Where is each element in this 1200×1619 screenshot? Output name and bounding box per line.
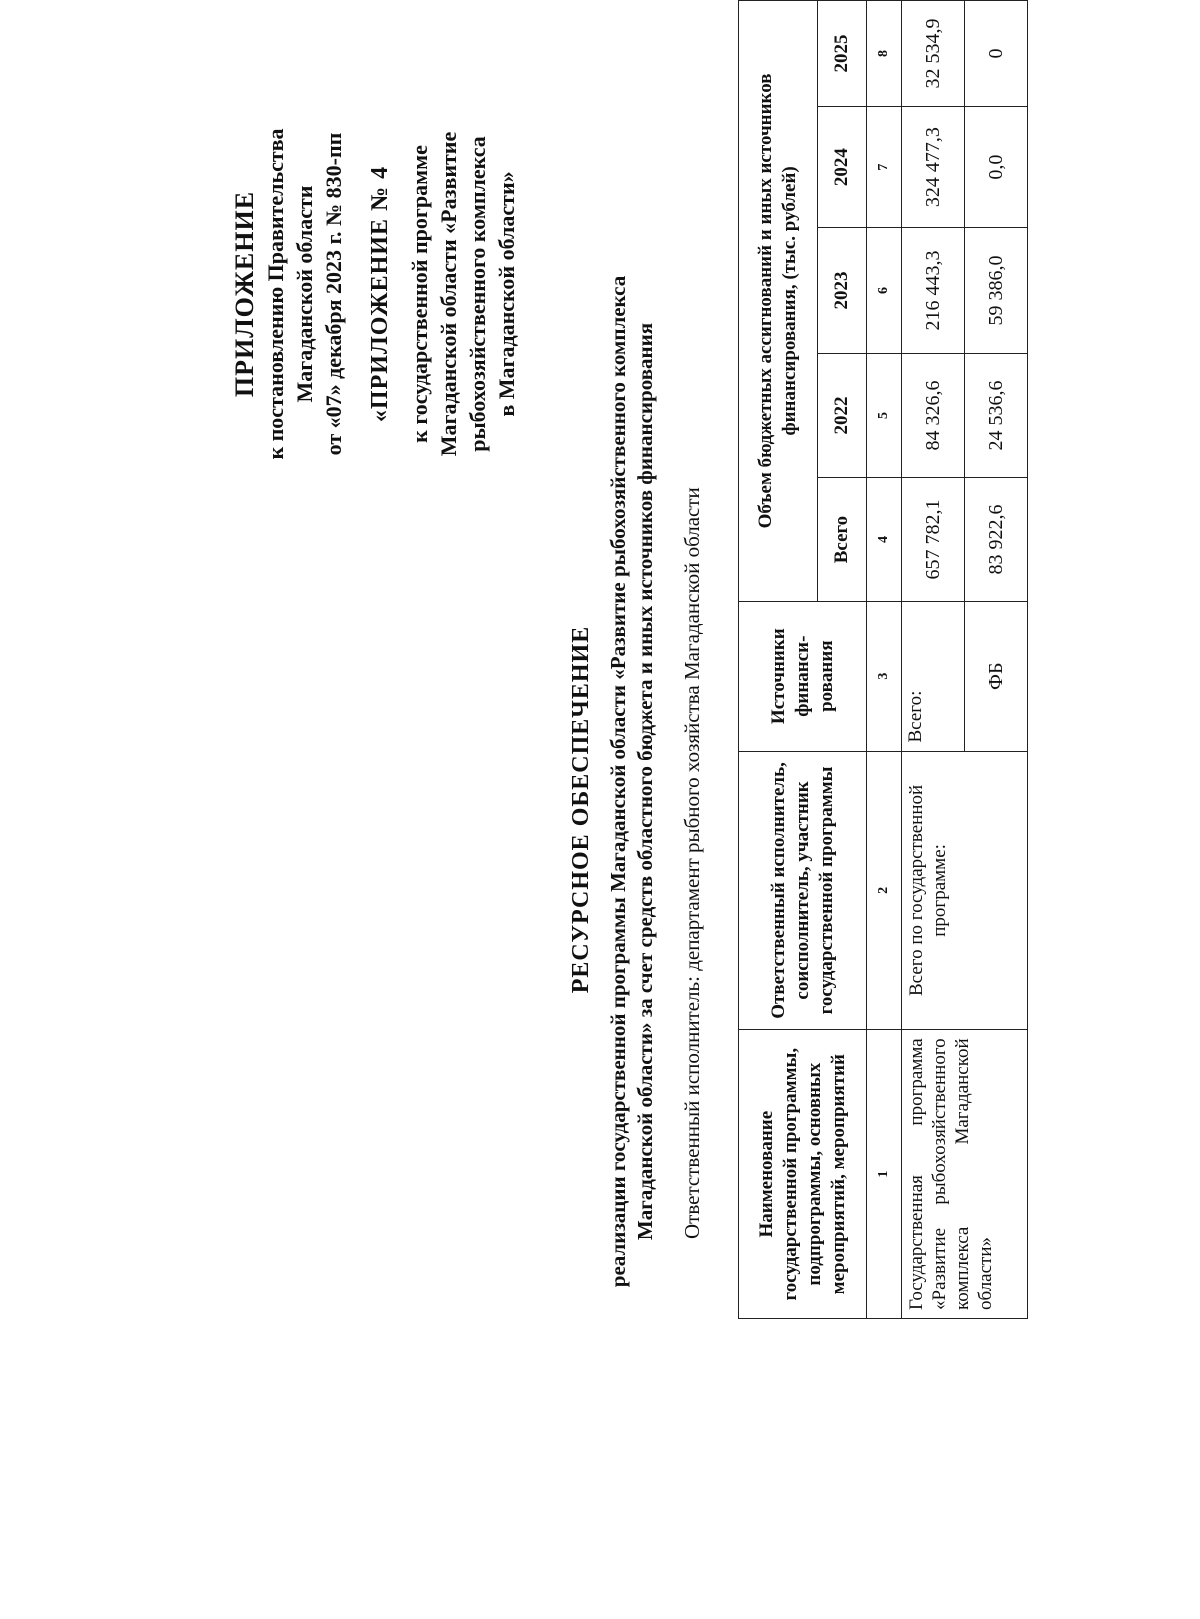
value-2025: 32 534,9 [902, 1, 965, 107]
header-year-2023: 2023 [818, 228, 867, 353]
appendix-line: Магаданской области [292, 185, 317, 403]
table-row [902, 1, 965, 1319]
header-responsible: Ответственный исполнитель, соисполнитель, участник государственной программы [739, 751, 867, 1030]
subtitle-line: реализации государственной программы Магаданской области «Развитие рыбохозяйственного комплекса [606, 275, 630, 1288]
header-volume: Объем бюджетных ассигнований и иных источников финансирования, (тыс. рублей) [739, 1, 818, 602]
annex-line: в Магаданской области» [494, 171, 519, 417]
value-2025: 0 [965, 1, 1028, 107]
header-year-2024: 2024 [818, 106, 867, 227]
program-name: Государственная программа «Развитие рыбохозяйственного комплекса Магаданской области» [902, 1030, 1028, 1319]
column-number: 2 [867, 751, 902, 1030]
source-cell: Всего: [902, 601, 965, 751]
appendix-block [230, 14, 521, 574]
column-number: 7 [867, 106, 902, 227]
document-subtitle [605, 184, 659, 1379]
header-year-2025: 2025 [818, 1, 867, 107]
value-2023: 59 386,0 [965, 228, 1028, 353]
appendix-date-line: от «07» декабря 2023 г. № 830-пп [321, 132, 346, 456]
program-responsible: Всего по государственной программе: [902, 751, 1028, 1030]
annex-line: к государственной программе [407, 145, 432, 443]
value-2024: 0,0 [965, 106, 1028, 227]
value-2022: 24 536,6 [965, 353, 1028, 478]
column-number: 8 [867, 1, 902, 107]
annex-line: Магаданской области «Развитие [436, 131, 461, 457]
source-cell: ФБ [965, 601, 1028, 751]
column-number: 4 [867, 478, 902, 602]
annex-line: рыбохозяйственного комплекса [465, 136, 490, 452]
annex-heading: «ПРИЛОЖЕНИЕ № 4 [367, 165, 393, 423]
header-total: Всего [818, 478, 867, 602]
column-number: 6 [867, 228, 902, 353]
header-year-2022: 2022 [818, 353, 867, 478]
appendix-heading: ПРИЛОЖЕНИЕ [230, 190, 259, 398]
value-total: 83 922,6 [965, 478, 1028, 602]
financing-table [738, 0, 1028, 1319]
column-number: 5 [867, 353, 902, 478]
column-number: 3 [867, 601, 902, 751]
document-title: РЕСУРСНОЕ ОБЕСПЕЧЕНИЕ [568, 625, 594, 994]
value-2023: 216 443,3 [902, 228, 965, 353]
value-2024: 324 477,3 [902, 106, 965, 227]
header-sources: Источники финанси-рования [739, 601, 867, 751]
value-total: 657 782,1 [902, 478, 965, 602]
subtitle-line: Магаданской области» за счет средств областного бюджета и иных источников финансирования [633, 322, 657, 1241]
value-2022: 84 326,6 [902, 353, 965, 478]
header-name: Наименование государственной программы, подпрограммы, основных мероприятий, мероприятий [739, 1030, 867, 1319]
appendix-line: к постановлению Правительства [263, 128, 288, 460]
column-number: 1 [867, 1030, 902, 1319]
responsible-executor: Ответственный исполнитель: департамент рыбного хозяйства Магаданской области [680, 487, 704, 1239]
